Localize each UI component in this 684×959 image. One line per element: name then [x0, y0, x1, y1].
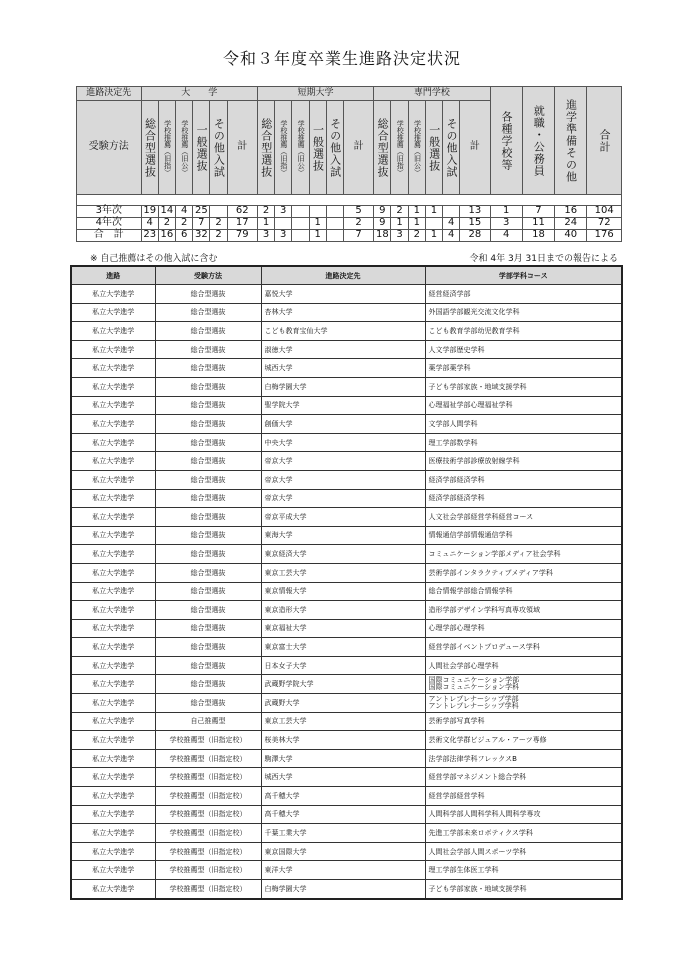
- list-cell-faculty: 文学部人間学科: [425, 415, 622, 434]
- list-cell-course: 私立大学進学: [71, 638, 155, 657]
- summary-cell: [326, 230, 343, 242]
- table-row: [71, 359, 622, 378]
- list-cell-faculty: 経営経済学部: [425, 285, 622, 304]
- summary-cell: 1: [408, 206, 425, 218]
- list-cell-course: 私立大学進学: [71, 601, 155, 620]
- table-row: [71, 805, 622, 824]
- summary-cell: 6: [176, 230, 193, 242]
- list-cell-course: 私立大学進学: [71, 303, 155, 322]
- col-voc-ippan: 一般選抜: [425, 101, 442, 195]
- list-cell-faculty: 法学部法律学科フレックスB: [425, 749, 622, 768]
- summary-cell: [326, 218, 343, 230]
- list-cell-course: 私立大学進学: [71, 322, 155, 341]
- list-cell-course: 私立大学進学: [71, 415, 155, 434]
- table-row: [71, 656, 622, 675]
- list-cell-destination: 城西大学: [261, 359, 425, 378]
- table-row: [71, 415, 622, 434]
- col-voc-gakko: 学校推薦（旧指）: [391, 101, 408, 195]
- list-cell-faculty: アントレプレナーシップ学部 アントレプレナーシップ学科: [425, 694, 622, 713]
- list-cell-course: 私立大学進学: [71, 842, 155, 861]
- col-jc-gakko-ko: 学校推薦（旧公）: [292, 101, 309, 195]
- col-jc-sogo: 総合型選抜: [257, 101, 274, 195]
- summary-cell: 3: [275, 206, 292, 218]
- list-cell-faculty: 国際コミュニケーション学部 国際コミュニケーション学科: [425, 675, 622, 694]
- summary-cell: 3: [275, 230, 292, 242]
- table-row: [71, 285, 622, 304]
- header-kakushu: 各種学校等: [490, 87, 522, 195]
- summary-cell: 1: [391, 218, 408, 230]
- summary-cell: 15: [460, 218, 490, 230]
- table-row: [71, 601, 622, 620]
- list-cell-method: 総合型選抜: [155, 563, 261, 582]
- list-cell-faculty: 造形学部デザイン学科写真専攻領域: [425, 601, 622, 620]
- list-cell-course: 私立大学進学: [71, 675, 155, 694]
- summary-cell: 3: [391, 230, 408, 242]
- summary-cell: 1: [309, 218, 326, 230]
- list-cell-method: 総合型選抜: [155, 470, 261, 489]
- list-cell-faculty: 心理学部心理学科: [425, 619, 622, 638]
- summary-cell: 1: [309, 230, 326, 242]
- summary-cell: 2: [391, 206, 408, 218]
- summary-cell: 2: [257, 206, 274, 218]
- list-header-course: 進路: [71, 266, 155, 285]
- list-cell-destination: 東京造形大学: [261, 601, 425, 620]
- list-cell-faculty: 芸術学部写真学科: [425, 712, 622, 731]
- table-row: [71, 563, 622, 582]
- col-voc-sonota: その他入試: [443, 101, 460, 195]
- summary-cell: 11: [522, 218, 554, 230]
- table-row: [71, 303, 622, 322]
- list-header-destination: 進路決定先: [261, 266, 425, 285]
- list-cell-destination: 城西大学: [261, 768, 425, 787]
- note-report-date: 令和 4年 3月 31日までの報告による: [469, 254, 618, 264]
- summary-cell: 62: [227, 206, 257, 218]
- list-cell-faculty: 人間科学部人間科学科人間科学専攻: [425, 805, 622, 824]
- list-cell-method: 学校推薦型（旧指定校）: [155, 768, 261, 787]
- list-cell-course: 私立大学進学: [71, 563, 155, 582]
- list-cell-faculty: 経営学部イベントプロデュース学科: [425, 638, 622, 657]
- summary-cell: [309, 206, 326, 218]
- summary-cell: 1: [257, 218, 274, 230]
- group-vocational-school: 専門学校: [374, 87, 490, 101]
- list-cell-destination: 聖学院大学: [261, 396, 425, 415]
- list-cell-course: 私立大学進学: [71, 545, 155, 564]
- list-cell-method: 総合型選抜: [155, 433, 261, 452]
- list-cell-method: 自己推薦型: [155, 712, 261, 731]
- summary-cell: 32: [193, 230, 210, 242]
- list-cell-course: 私立大学進学: [71, 880, 155, 899]
- summary-cell: 5: [344, 206, 374, 218]
- summary-cell: 18: [374, 230, 391, 242]
- list-cell-faculty: 心理福祉学部心理福祉学科: [425, 396, 622, 415]
- list-cell-faculty: こども教育学部幼児教育学科: [425, 322, 622, 341]
- table-row: [71, 749, 622, 768]
- list-cell-course: 私立大学進学: [71, 359, 155, 378]
- summary-row-label: 4年次: [77, 218, 142, 230]
- list-cell-faculty: 人間社会学部人間スポーツ学科: [425, 842, 622, 861]
- list-cell-method: 学校推薦型（旧指定校）: [155, 805, 261, 824]
- summary-cell: 7: [522, 206, 554, 218]
- summary-cell: 4: [141, 218, 158, 230]
- summary-cell: 4: [176, 206, 193, 218]
- list-cell-method: 総合型選抜: [155, 582, 261, 601]
- summary-cell: 7: [344, 230, 374, 242]
- summary-cell: 2: [344, 218, 374, 230]
- list-cell-faculty: 経営学部経営学科: [425, 787, 622, 806]
- table-row: [71, 322, 622, 341]
- list-cell-destination: 東京工芸大学: [261, 712, 425, 731]
- table-row: [71, 861, 622, 880]
- summary-cell: 13: [460, 206, 490, 218]
- list-cell-destination: 嘉悦大学: [261, 285, 425, 304]
- summary-cell: 14: [158, 206, 175, 218]
- col-univ-gakko: 学校推薦（旧指）: [158, 101, 175, 195]
- list-cell-course: 私立大学進学: [71, 470, 155, 489]
- summary-cell: 2: [210, 218, 227, 230]
- table-row: [71, 694, 622, 713]
- list-cell-destination: 東洋大学: [261, 861, 425, 880]
- table-row: [71, 880, 622, 899]
- list-cell-method: 総合型選抜: [155, 545, 261, 564]
- list-cell-destination: 武蔵野大学: [261, 694, 425, 713]
- list-cell-method: 学校推薦型（旧指定校）: [155, 787, 261, 806]
- table-row: [71, 377, 622, 396]
- summary-cell: [425, 218, 442, 230]
- list-cell-course: 私立大学進学: [71, 582, 155, 601]
- list-cell-faculty: 人文学部歴史学科: [425, 340, 622, 359]
- list-cell-method: 総合型選抜: [155, 415, 261, 434]
- table-row: [71, 508, 622, 527]
- summary-cell: 3: [490, 218, 522, 230]
- list-cell-destination: 東京経済大学: [261, 545, 425, 564]
- list-cell-destination: 東京国際大学: [261, 842, 425, 861]
- list-cell-destination: 東海大学: [261, 526, 425, 545]
- summary-cell: 2: [158, 218, 175, 230]
- list-cell-faculty: 子ども学部家族・地域支援学科: [425, 880, 622, 899]
- list-cell-course: 私立大学進学: [71, 489, 155, 508]
- summary-cell: 2: [408, 230, 425, 242]
- summary-cell: 4: [490, 230, 522, 242]
- summary-cell: 7: [193, 218, 210, 230]
- list-cell-method: 総合型選抜: [155, 601, 261, 620]
- list-cell-course: 私立大学進学: [71, 619, 155, 638]
- list-cell-method: 総合型選抜: [155, 619, 261, 638]
- note-self-recommendation: ※ 自己推薦はその他入試に含む: [90, 254, 218, 264]
- table-row: [71, 452, 622, 471]
- table-row: [71, 582, 622, 601]
- list-cell-faculty: 薬学部薬学科: [425, 359, 622, 378]
- list-cell-destination: 日本女子大学: [261, 656, 425, 675]
- list-cell-destination: 白梅学園大学: [261, 377, 425, 396]
- list-cell-destination: 武蔵野学院大学: [261, 675, 425, 694]
- list-cell-faculty: 外国語学部観光交流文化学科: [425, 303, 622, 322]
- list-cell-destination: 白梅学園大学: [261, 880, 425, 899]
- list-cell-faculty: 人間社会学部心理学科: [425, 656, 622, 675]
- summary-cell: 1: [425, 206, 442, 218]
- list-cell-faculty: 芸術学部インタラクティブメディア学科: [425, 563, 622, 582]
- list-cell-faculty: 先進工学部未来ロボティクス学科: [425, 824, 622, 843]
- page-title: 令和３年度卒業生進路決定状況: [222, 49, 461, 68]
- list-cell-method: 総合型選抜: [155, 656, 261, 675]
- list-cell-course: 私立大学進学: [71, 749, 155, 768]
- list-cell-destination: 東京福祉大学: [261, 619, 425, 638]
- list-cell-destination: 中央大学: [261, 433, 425, 452]
- list-cell-method: 総合型選抜: [155, 396, 261, 415]
- table-row: [71, 619, 622, 638]
- col-voc-kei: 計: [460, 101, 490, 195]
- list-cell-faculty: 総合情報学部総合情報学科: [425, 582, 622, 601]
- list-cell-faculty: 人文社会学部経営学科経営コース: [425, 508, 622, 527]
- list-cell-course: 私立大学進学: [71, 731, 155, 750]
- summary-cell: [326, 206, 343, 218]
- summary-cell: 16: [555, 206, 587, 218]
- list-header-faculty: 学部学科コース: [425, 266, 622, 285]
- list-cell-course: 私立大学進学: [71, 656, 155, 675]
- table-row: [71, 842, 622, 861]
- list-cell-faculty: 経済学部経済学科: [425, 489, 622, 508]
- table-row: [71, 712, 622, 731]
- list-cell-course: 私立大学進学: [71, 805, 155, 824]
- summary-row-label: 3年次: [77, 206, 142, 218]
- list-cell-course: 私立大学進学: [71, 396, 155, 415]
- col-jc-sonota: その他入試: [326, 101, 343, 195]
- list-cell-faculty: コミュニケーション学部メディア社会学科: [425, 545, 622, 564]
- summary-row: [77, 230, 622, 242]
- list-cell-destination: 杏林大学: [261, 303, 425, 322]
- list-cell-course: 私立大学進学: [71, 285, 155, 304]
- header-total: 合計: [587, 87, 622, 195]
- list-cell-destination: 高千穂大学: [261, 805, 425, 824]
- summary-cell: 4: [443, 218, 460, 230]
- summary-cell: 79: [227, 230, 257, 242]
- summary-cell: 9: [374, 218, 391, 230]
- list-cell-method: 学校推薦型（旧指定校）: [155, 842, 261, 861]
- header-destination: 進路決定先: [77, 87, 142, 101]
- col-voc-gakko-ko: 学校推薦（旧公）: [408, 101, 425, 195]
- list-cell-destination: 駒澤大学: [261, 749, 425, 768]
- list-cell-faculty: 経済学部経済学科: [425, 470, 622, 489]
- list-cell-course: 私立大学進学: [71, 787, 155, 806]
- table-row: [71, 340, 622, 359]
- destination-list-table: [70, 265, 623, 900]
- list-cell-course: 私立大学進学: [71, 768, 155, 787]
- summary-table: [76, 86, 622, 242]
- summary-cell: [275, 218, 292, 230]
- summary-cell: 16: [158, 230, 175, 242]
- summary-row: [77, 206, 622, 218]
- summary-cell: 2: [176, 218, 193, 230]
- summary-cell: 1: [408, 218, 425, 230]
- list-cell-course: 私立大学進学: [71, 712, 155, 731]
- list-cell-destination: 東京工芸大学: [261, 563, 425, 582]
- list-cell-destination: 淑徳大学: [261, 340, 425, 359]
- table-row: [71, 396, 622, 415]
- list-cell-method: 総合型選抜: [155, 285, 261, 304]
- list-cell-method: 総合型選抜: [155, 694, 261, 713]
- summary-cell: 9: [374, 206, 391, 218]
- col-univ-gakko-ko: 学校推薦（旧公）: [176, 101, 193, 195]
- list-cell-faculty: 経営学部マネジメント総合学科: [425, 768, 622, 787]
- list-cell-destination: 帝京大学: [261, 470, 425, 489]
- list-cell-course: 私立大学進学: [71, 340, 155, 359]
- summary-row: [77, 218, 622, 230]
- list-cell-method: 総合型選抜: [155, 508, 261, 527]
- list-cell-method: 学校推薦型（旧指定校）: [155, 824, 261, 843]
- summary-cell: [292, 206, 309, 218]
- list-cell-faculty: 子ども学部家族・地域支援学科: [425, 377, 622, 396]
- list-cell-course: 私立大学進学: [71, 508, 155, 527]
- list-cell-method: 総合型選抜: [155, 675, 261, 694]
- list-cell-destination: 高千穂大学: [261, 787, 425, 806]
- list-cell-faculty: 理工学部数学科: [425, 433, 622, 452]
- list-cell-method: 総合型選抜: [155, 526, 261, 545]
- list-cell-destination: 帝京平成大学: [261, 508, 425, 527]
- summary-cell: 2: [210, 230, 227, 242]
- list-cell-course: 私立大学進学: [71, 694, 155, 713]
- list-cell-destination: 千葉工業大学: [261, 824, 425, 843]
- list-cell-method: 学校推薦型（旧指定校）: [155, 880, 261, 899]
- list-cell-method: 総合型選抜: [155, 489, 261, 508]
- summary-cell: 3: [257, 230, 274, 242]
- list-cell-course: 私立大学進学: [71, 433, 155, 452]
- list-cell-method: 総合型選抜: [155, 340, 261, 359]
- list-cell-method: 総合型選抜: [155, 303, 261, 322]
- list-cell-method: 学校推薦型（旧指定校）: [155, 749, 261, 768]
- table-row: [71, 824, 622, 843]
- summary-cell: [443, 206, 460, 218]
- summary-cell: 104: [587, 206, 622, 218]
- summary-cell: 25: [193, 206, 210, 218]
- list-cell-destination: 帝京大学: [261, 489, 425, 508]
- summary-cell: 18: [522, 230, 554, 242]
- col-jc-ippan: 一般選抜: [309, 101, 326, 195]
- summary-cell: [292, 218, 309, 230]
- table-row: [71, 489, 622, 508]
- summary-cell: 4: [443, 230, 460, 242]
- summary-cell: 1: [490, 206, 522, 218]
- col-jc-gakko: 学校推薦（旧指）: [275, 101, 292, 195]
- list-cell-course: 私立大学進学: [71, 861, 155, 880]
- table-row: [71, 768, 622, 787]
- group-university: 大 学: [141, 87, 257, 101]
- list-cell-method: 総合型選抜: [155, 452, 261, 471]
- col-voc-sogo: 総合型選抜: [374, 101, 391, 195]
- table-row: [71, 638, 622, 657]
- col-univ-kei: 計: [227, 101, 257, 195]
- list-cell-destination: 桜美林大学: [261, 731, 425, 750]
- summary-cell: [210, 206, 227, 218]
- table-row: [71, 675, 622, 694]
- list-cell-method: 総合型選抜: [155, 322, 261, 341]
- list-cell-destination: 東京情報大学: [261, 582, 425, 601]
- list-cell-method: 学校推薦型（旧指定校）: [155, 731, 261, 750]
- list-cell-method: 総合型選抜: [155, 359, 261, 378]
- summary-cell: 40: [555, 230, 587, 242]
- table-row: [71, 787, 622, 806]
- summary-cell: 176: [587, 230, 622, 242]
- table-row: [71, 731, 622, 750]
- list-cell-course: 私立大学進学: [71, 824, 155, 843]
- list-cell-destination: 創価大学: [261, 415, 425, 434]
- col-univ-ippan: 一般選抜: [193, 101, 210, 195]
- list-cell-faculty: 情報通信学部情報通信学科: [425, 526, 622, 545]
- list-cell-method: 学校推薦型（旧指定校）: [155, 861, 261, 880]
- list-cell-method: 総合型選抜: [155, 377, 261, 396]
- header-method: 受験方法: [77, 101, 142, 195]
- list-cell-faculty: 芸術文化学群ビジュアル・アーツ専修: [425, 731, 622, 750]
- header-shingaku: 進学準備 その他: [555, 87, 587, 195]
- list-cell-destination: こども教育宝仙大学: [261, 322, 425, 341]
- col-univ-sogo: 総合型選抜: [141, 101, 158, 195]
- col-univ-sonota: その他入試: [210, 101, 227, 195]
- table-row: [71, 545, 622, 564]
- list-cell-destination: 東京富士大学: [261, 638, 425, 657]
- header-shushoku: 就職・公務員: [522, 87, 554, 195]
- summary-cell: 72: [587, 218, 622, 230]
- summary-cell: 23: [141, 230, 158, 242]
- table-row: [71, 433, 622, 452]
- col-jc-kei: 計: [344, 101, 374, 195]
- list-cell-method: 総合型選抜: [155, 638, 261, 657]
- list-cell-faculty: 理工学部生体医工学科: [425, 861, 622, 880]
- summary-row-label: 合 計: [77, 230, 142, 242]
- list-header-method: 受験方法: [155, 266, 261, 285]
- list-cell-destination: 帝京大学: [261, 452, 425, 471]
- summary-cell: 28: [460, 230, 490, 242]
- list-cell-faculty: 医療技術学部診療放射線学科: [425, 452, 622, 471]
- summary-cell: 1: [425, 230, 442, 242]
- summary-cell: 17: [227, 218, 257, 230]
- list-cell-course: 私立大学進学: [71, 526, 155, 545]
- list-cell-course: 私立大学進学: [71, 377, 155, 396]
- table-row: [71, 526, 622, 545]
- list-cell-course: 私立大学進学: [71, 452, 155, 471]
- summary-cell: 19: [141, 206, 158, 218]
- summary-cell: [292, 230, 309, 242]
- group-junior-college: 短期大学: [257, 87, 373, 101]
- table-row: [71, 470, 622, 489]
- summary-cell: 24: [555, 218, 587, 230]
